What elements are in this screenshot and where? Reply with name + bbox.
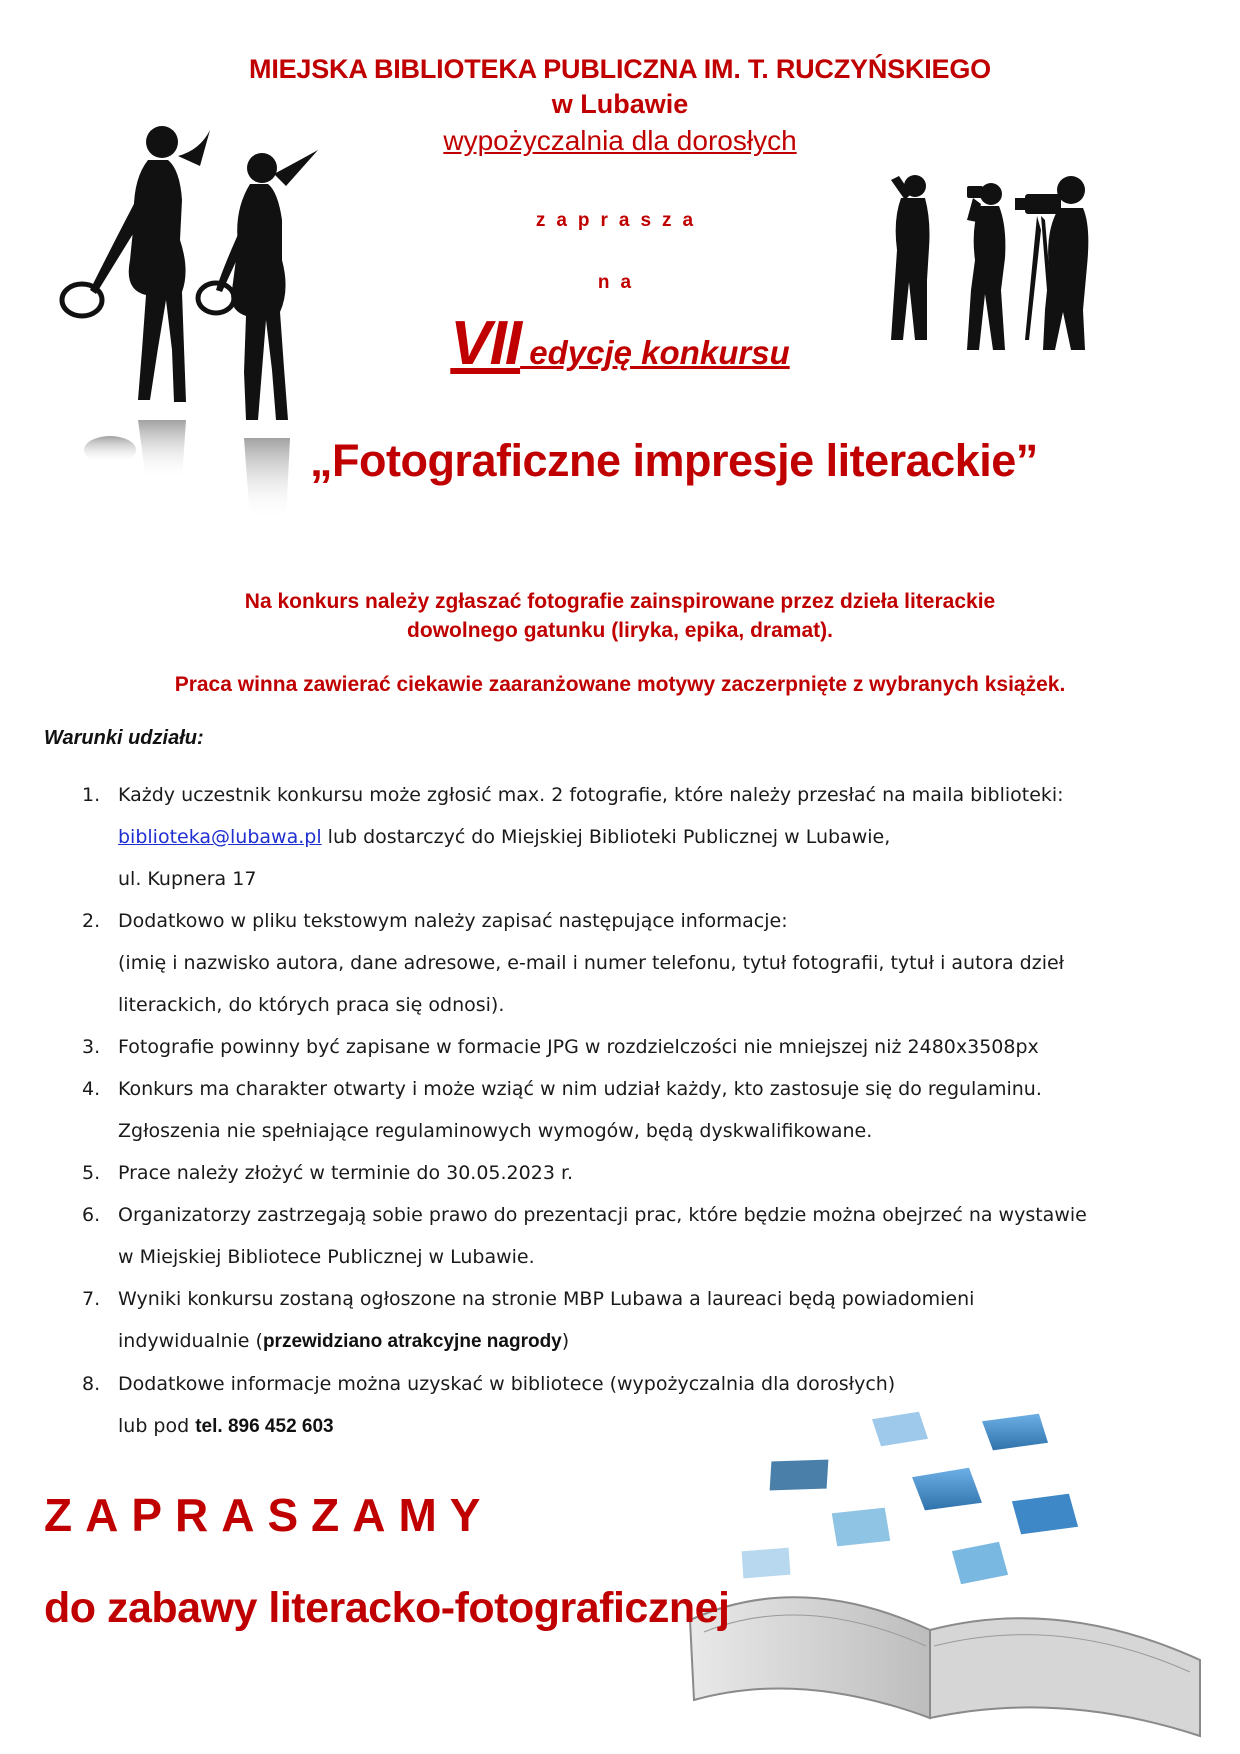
contest-title: „Fotograficzne impresje literackie” — [310, 435, 1038, 486]
rule-number: 6. — [82, 1204, 101, 1226]
rule-1-line-1: Każdy uczestnik konkursu może zgłosić max. 2 fotografie, które należy przesłać na maila biblioteki: — [118, 784, 1064, 806]
rules-list — [72, 774, 1192, 1448]
rule-item — [72, 1363, 1192, 1448]
intro-line-2: dowolnego gatunku (liryka, epika, dramat). — [407, 619, 833, 642]
intro-line-3: Praca winna zawierać ciekawie zaaranżowane motywy zaczerpnięte z wybranych książek. — [174, 673, 1066, 696]
phone-number: tel. 896 452 603 — [195, 1416, 334, 1437]
library-name: MIEJSKA BIBLIOTEKA PUBLICZNA IM. T. RUCZYŃSKIEGO — [249, 54, 991, 84]
rule-number: 8. — [82, 1373, 101, 1395]
rule-6-line-2: w Miejskiej Bibliotece Publicznej w Lubawie. — [118, 1246, 535, 1268]
rule-item — [72, 1152, 1192, 1194]
intro-line-1: Na konkurs należy zgłaszać fotografie zainspirowane przez dzieła literackie — [244, 590, 996, 613]
rule-1-line-2 — [118, 816, 1192, 858]
footer-tagline: do zabawy literacko-fotograficznej — [44, 1584, 730, 1632]
edition-heading — [0, 308, 1240, 379]
rule-number: 7. — [82, 1288, 101, 1310]
open-book-photos-icon — [680, 1400, 1220, 1740]
conditions-heading: Warunki udziału: — [44, 727, 204, 749]
rule-item — [72, 774, 1192, 900]
rule-item — [72, 1278, 1192, 1363]
rule-item — [72, 900, 1192, 1026]
department-name: wypożyczalnia dla dorosłych — [443, 125, 797, 156]
rule-5-line-1: Prace należy złożyć w terminie do 30.05.2023 r. — [118, 1162, 574, 1184]
rule-8-line-2 — [118, 1405, 1192, 1448]
rule-number: 4. — [82, 1078, 101, 1100]
footer-invite: ZAPRASZAMY — [44, 1489, 494, 1541]
rule-1-line-3: ul. Kupnera 17 — [118, 868, 257, 890]
rule-2-line-3: literackich, do których praca się odnosi). — [118, 994, 505, 1016]
rule-4-line-2: Zgłoszenia nie spełniające regulaminowych wymogów, będą dyskwalifikowane. — [118, 1120, 873, 1142]
to-text: na — [597, 272, 643, 293]
rule-2-line-2: (imię i nazwisko autora, dane adresowe, e-mail i numer telefonu, tytuł fotografii, tytuł i autora dzieł — [118, 952, 1065, 974]
rule-number: 1. — [82, 784, 101, 806]
rule-2-line-1: Dodatkowo w pliku tekstowym należy zapisać następujące informacje: — [118, 910, 788, 932]
invites-text: zaprasza — [535, 210, 705, 231]
edition-label: edycję konkursu — [520, 334, 790, 371]
edition-number: VII — [450, 309, 521, 378]
header — [0, 52, 1240, 160]
rule-7-post: ) — [561, 1330, 570, 1352]
rule-item — [72, 1068, 1192, 1152]
rule-7-line-2 — [118, 1320, 1192, 1363]
email-link[interactable]: biblioteka@lubawa.pl — [118, 826, 322, 848]
rule-item — [72, 1194, 1192, 1278]
library-town: w Lubawie — [551, 89, 689, 119]
rule-item — [72, 1026, 1192, 1068]
rule-1-line-2-rest: lub dostarczyć do Miejskiej Biblioteki Publicznej w Lubawie, — [321, 826, 891, 848]
rule-6-line-1: Organizatorzy zastrzegają sobie prawo do prezentacji prac, które będzie można obejrzeć na wystawie — [118, 1204, 1087, 1226]
rule-4-line-1: Konkurs ma charakter otwarty i może wziąć w nim udział każdy, kto zastosuje się do regulaminu. — [118, 1078, 1042, 1100]
rule-7-line-1: Wyniki konkursu zostaną ogłoszone na stronie MBP Lubawa a laureaci będą powiadomieni — [118, 1288, 975, 1310]
rule-8-pre: lub pod — [118, 1415, 196, 1437]
prizes-note: przewidziano atrakcyjne nagrody — [262, 1331, 562, 1352]
rule-number: 2. — [82, 910, 101, 932]
rule-number: 3. — [82, 1036, 101, 1058]
rule-8-line-1: Dodatkowe informacje można uzyskać w bibliotece (wypożyczalnia dla dorosłych) — [118, 1373, 896, 1395]
rule-7-pre: indywidualnie ( — [118, 1330, 263, 1352]
rule-number: 5. — [82, 1162, 101, 1184]
rule-3-line-1: Fotografie powinny być zapisane w formacie JPG w rozdzielczości nie mniejszej niż 2480x3508px — [118, 1036, 1039, 1058]
